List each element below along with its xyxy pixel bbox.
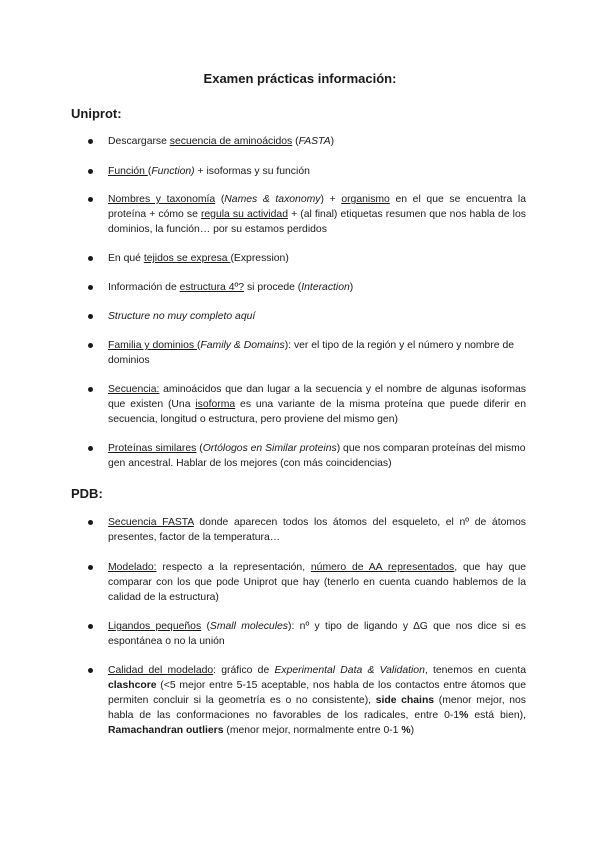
list-item: Ligandos pequeños (Small molecules): nº y tipo de ligando y ∆G que nos dice si es espontánea o no la unión	[108, 619, 526, 649]
bullet-icon	[88, 343, 93, 348]
list-item: Función (Function) + isoformas y su función	[108, 164, 526, 179]
bullet-icon	[88, 197, 93, 202]
list-item: Calidad del modelado: gráfico de Experimental Data & Validation, tenemos en cuenta clashcore (<5 mejor entre 5-15 aceptable, nos habla de los contactos entre átomos que permiten concluir si la geometría es o no consistente), side chains (menor mejor, nos habla de las conformaciones no favorables de los radicales, entre 0-1% está bien), Ramachandran outliers (menor mejor, normalmente entre 0-1 %)	[108, 663, 526, 738]
list-item: Secuencia: aminoácidos que dan lugar a la secuencia y el nombre de algunas isoformas que existen (Una isoforma es una variante de la misma proteína que puede diferir en secuencia, longitud o estructura, pero proviene del mismo gen)	[108, 382, 526, 427]
bullet-icon	[88, 446, 93, 451]
bullet-icon	[88, 520, 93, 525]
bullet-icon	[88, 256, 93, 261]
list-item: Proteínas similares (Ortólogos en Similar proteins) que nos comparan proteínas del mismo gen ancestral. Hablar de los mejores (con más coincidencias)	[108, 441, 526, 471]
list-item: Familia y dominios (Family & Domains): ver el tipo de la región y el número y nombre de dominios	[108, 338, 526, 368]
list-item: Structure no muy completo aquí	[108, 309, 526, 324]
list-item: En qué tejidos se expresa (Expression)	[108, 251, 526, 266]
list-item: Secuencia FASTA donde aparecen todos los átomos del esqueleto, el nº de átomos presentes, factor de la temperatura…	[108, 515, 526, 545]
bullet-icon	[88, 668, 93, 673]
page-title: Examen prácticas información:	[203, 71, 397, 86]
bullet-icon	[88, 565, 93, 570]
bullet-icon	[88, 285, 93, 290]
list-item: Nombres y taxonomía (Names & taxonomy) + organismo en el que se encuentra la proteína + cómo se regula su actividad + (al final) etiquetas resumen que nos habla de los dominios, la función… por su estamos perdidos	[108, 192, 526, 237]
list-item: Información de estructura 4º? si procede (Interaction)	[108, 280, 526, 295]
bullet-icon	[88, 139, 93, 144]
section-heading-uniprot: Uniprot:	[71, 106, 122, 121]
bullet-icon	[88, 624, 93, 629]
bullet-icon	[88, 314, 93, 319]
section-heading-pdb: PDB:	[71, 486, 103, 501]
bullet-icon	[88, 387, 93, 392]
bullet-icon	[88, 169, 93, 174]
list-item: Modelado: respecto a la representación, número de AA representados, que hay que comparar con los que pode Uniprot que hay (tenerlo en cuenta cuando hablemos de la calidad de la estructura)	[108, 560, 526, 605]
list-item: Descargarse secuencia de aminoácidos (FASTA)	[108, 134, 526, 149]
